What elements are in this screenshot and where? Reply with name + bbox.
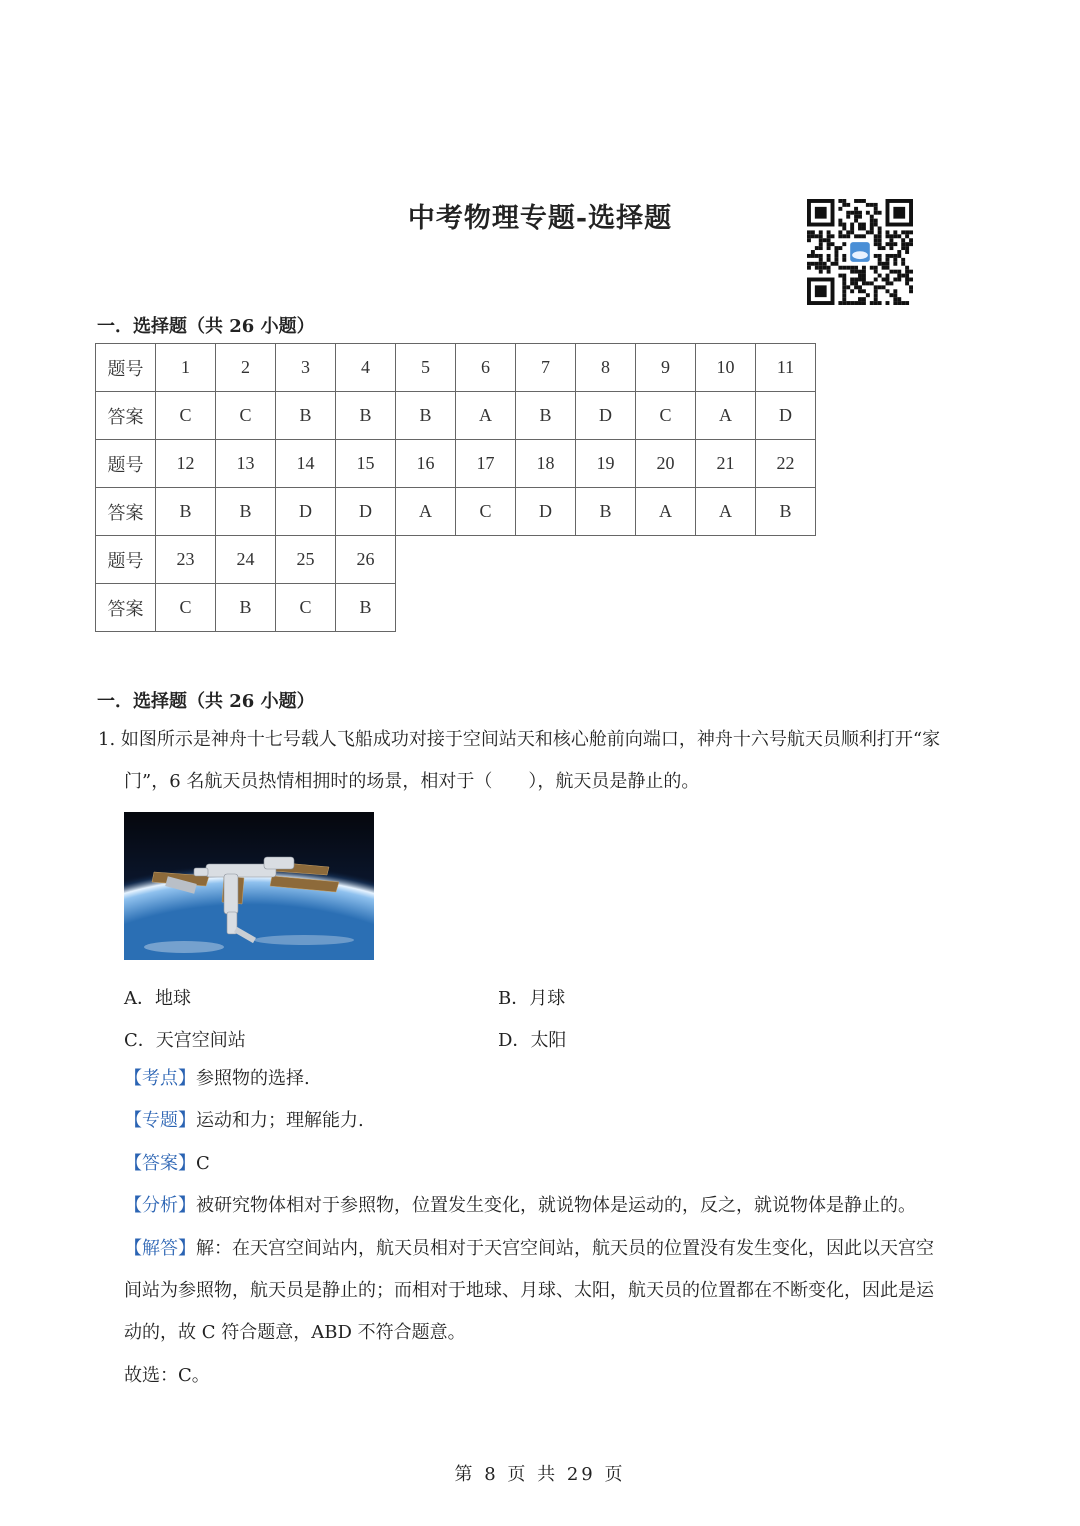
option-b — [498, 984, 565, 1010]
zhuanti-text: 运动和力；理解能力. — [196, 1110, 364, 1131]
empty-cell — [396, 584, 456, 632]
answer-cell: B — [156, 488, 216, 536]
answer-table-row — [96, 440, 816, 488]
option-c-text: 天宫空间站 — [155, 1030, 246, 1051]
zhuanti-tag: 【专题】 — [124, 1110, 196, 1131]
question-number-cell: 1 — [156, 344, 216, 392]
answer-cell: B — [336, 392, 396, 440]
answer-cell: B — [516, 392, 576, 440]
solution-explanation-line-3: 动的，故 C 符合题意，ABD 不符合题意。 — [124, 1322, 466, 1343]
answer-table-row — [96, 536, 816, 584]
question-number-cell: 17 — [456, 440, 516, 488]
empty-cell — [696, 584, 756, 632]
question-number-cell: 23 — [156, 536, 216, 584]
kaodian-text: 参照物的选择. — [196, 1068, 310, 1089]
question-text-line-2: 门”，6 名航天员热情相拥时的场景，相对于（ ），航天员是静止的。 — [124, 771, 700, 792]
question-number-cell: 5 — [396, 344, 456, 392]
solution-explanation-line-2: 间站为参照物，航天员是静止的；而相对于地球、月球、太阳，航天员的位置都在不断变化，因此是运 — [124, 1280, 934, 1301]
analysis-tag: 【分析】 — [124, 1195, 196, 1216]
answer-cell: B — [336, 584, 396, 632]
answer-cell: D — [576, 392, 636, 440]
answer-table — [95, 343, 816, 632]
answer-cell: C — [456, 488, 516, 536]
question-number-cell: 2 — [216, 344, 276, 392]
answer-cell: B — [216, 488, 276, 536]
empty-cell — [516, 536, 576, 584]
answer-cell: A — [696, 488, 756, 536]
empty-cell — [456, 584, 516, 632]
empty-cell — [576, 584, 636, 632]
question-number-cell: 14 — [276, 440, 336, 488]
answer-cell: B — [276, 392, 336, 440]
option-b-label: B． — [498, 988, 530, 1009]
solution-answer — [124, 1155, 210, 1173]
page-title: 中考物理专题-选择题 — [407, 203, 673, 234]
empty-cell — [636, 584, 696, 632]
space-station-photo — [124, 812, 374, 960]
empty-cell — [756, 584, 816, 632]
answer-cell: C — [216, 392, 276, 440]
question-number-cell: 11 — [756, 344, 816, 392]
answer-cell: B — [756, 488, 816, 536]
question-number-cell: 7 — [516, 344, 576, 392]
explanation-tag: 【解答】 — [124, 1238, 196, 1259]
question-number-cell: 15 — [336, 440, 396, 488]
answer-table-row — [96, 584, 816, 632]
question-number-cell: 10 — [696, 344, 756, 392]
answer-text: C — [196, 1153, 210, 1174]
answer-cell: A — [696, 392, 756, 440]
answer-cell: C — [156, 584, 216, 632]
solution-zhuanti — [124, 1112, 364, 1130]
answer-cell: B — [396, 392, 456, 440]
row-label-answer: 答案 — [96, 584, 156, 632]
empty-cell — [576, 536, 636, 584]
empty-cell — [456, 536, 516, 584]
kaodian-tag: 【考点】 — [124, 1068, 196, 1089]
empty-cell — [516, 584, 576, 632]
option-d-text: 太阳 — [530, 1030, 567, 1051]
answer-table-row — [96, 488, 816, 536]
question-text-line-1: 1. 如图所示是神舟十七号载人飞船成功对接于空间站天和核心舱前向端口，神舟十六号航天员顺利打开“家 — [98, 729, 941, 750]
question-number-cell: 16 — [396, 440, 456, 488]
answer-cell: D — [276, 488, 336, 536]
option-c-label: C． — [124, 1030, 156, 1051]
explanation-text-1: 解：在天宫空间站内，航天员相对于天宫空间站，航天员的位置没有发生变化，因此以天宫空 — [196, 1238, 934, 1259]
solution-analysis — [124, 1197, 916, 1215]
section-heading: 一．选择题（共 26 小题） — [97, 316, 315, 337]
empty-cell — [636, 536, 696, 584]
answer-tag: 【答案】 — [124, 1153, 196, 1174]
empty-cell — [756, 536, 816, 584]
analysis-text: 被研究物体相对于参照物，位置发生变化，就说物体是运动的，反之，就说物体是静止的。 — [196, 1195, 916, 1216]
question-number-cell: 6 — [456, 344, 516, 392]
section-heading-repeat: 一．选择题（共 26 小题） — [97, 691, 315, 712]
question-number-cell: 21 — [696, 440, 756, 488]
option-d-label: D． — [498, 1030, 531, 1051]
answer-table-row — [96, 344, 816, 392]
row-label-answer: 答案 — [96, 488, 156, 536]
answer-cell: B — [576, 488, 636, 536]
question-number-cell: 26 — [336, 536, 396, 584]
row-label-number: 题号 — [96, 344, 156, 392]
answer-cell: C — [276, 584, 336, 632]
row-label-number: 题号 — [96, 536, 156, 584]
answer-cell: A — [396, 488, 456, 536]
question-number-cell: 18 — [516, 440, 576, 488]
solution-final-choice: 故选：C。 — [124, 1365, 210, 1386]
question-number-cell: 3 — [276, 344, 336, 392]
option-a — [124, 984, 191, 1010]
answer-cell: A — [456, 392, 516, 440]
qr-code-image — [806, 199, 914, 305]
question-number-cell: 8 — [576, 344, 636, 392]
question-number-cell: 9 — [636, 344, 696, 392]
page-number-footer: 第 8 页 共 29 页 — [454, 1464, 626, 1485]
option-a-label: A． — [124, 988, 155, 1009]
answer-cell: D — [756, 392, 816, 440]
question-number-cell: 19 — [576, 440, 636, 488]
answer-cell: A — [636, 488, 696, 536]
option-a-text: 地球 — [155, 988, 191, 1009]
answer-cell: B — [216, 584, 276, 632]
option-d — [498, 1026, 566, 1052]
question-number-cell: 25 — [276, 536, 336, 584]
question-number-cell: 22 — [756, 440, 816, 488]
question-number-cell: 24 — [216, 536, 276, 584]
question-number-cell: 12 — [156, 440, 216, 488]
answer-cell: C — [636, 392, 696, 440]
answer-table-row — [96, 392, 816, 440]
empty-cell — [396, 536, 456, 584]
row-label-answer: 答案 — [96, 392, 156, 440]
option-b-text: 月球 — [529, 988, 566, 1009]
empty-cell — [696, 536, 756, 584]
solution-explanation-line-1 — [124, 1240, 934, 1258]
answer-cell: D — [516, 488, 576, 536]
solution-kaodian — [124, 1070, 310, 1088]
question-number-cell: 13 — [216, 440, 276, 488]
row-label-number: 题号 — [96, 440, 156, 488]
answer-cell: D — [336, 488, 396, 536]
option-c — [124, 1026, 246, 1052]
question-number-cell: 20 — [636, 440, 696, 488]
answer-cell: C — [156, 392, 216, 440]
question-number-cell: 4 — [336, 344, 396, 392]
